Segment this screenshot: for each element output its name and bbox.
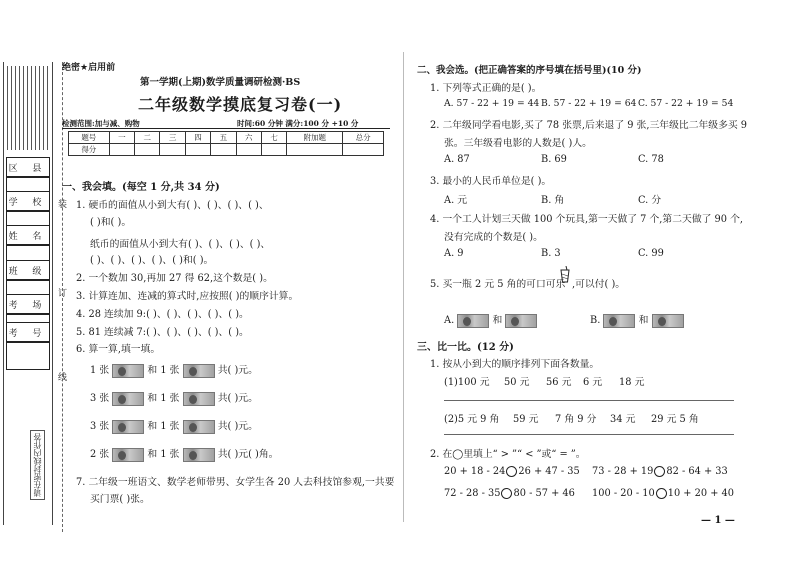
score-cell <box>343 144 384 156</box>
money-row-text: 3 张 <box>90 421 110 432</box>
s2-q2-opt-c: C. 78 <box>638 154 664 165</box>
money-row-text: 和 1 张 <box>147 393 180 404</box>
exam-time-score: 时间:60 分钟 满分:100 分 +10 分 <box>237 119 359 128</box>
s1-q1-line1: 1. 硬币的面值从小到大有( )、( )、( )、( )、 <box>76 200 269 211</box>
banknote-image <box>652 314 684 328</box>
name-label: 姓 名 <box>6 225 50 245</box>
exam-room-label: 考 场 <box>6 294 50 314</box>
exam-number-field <box>6 342 50 370</box>
banknote-image <box>112 420 144 434</box>
banknote-image <box>505 314 537 328</box>
money-row-text: 共( )元。 <box>217 365 258 376</box>
binding-border-left <box>3 62 4 525</box>
s1-money-row4 <box>90 446 278 462</box>
banknote-image <box>112 448 144 462</box>
score-header-cell: 总分 <box>343 132 384 144</box>
score-cell <box>236 144 261 156</box>
compare-circle[interactable] <box>654 466 665 477</box>
s1-q1-line2: ( )和( )。 <box>90 217 132 228</box>
s2-q5-text: 5. 买一瓶 2 元 5 角的可口可乐 <box>430 279 566 290</box>
s2-q2-opt-a: A. 87 <box>444 154 470 165</box>
score-cell <box>261 144 286 156</box>
money-row-text: 1 张 <box>90 365 110 376</box>
s2-q3-opt-c: C. 分 <box>638 195 662 206</box>
score-table-header-row <box>69 132 384 144</box>
cola-cup-icon <box>560 266 570 283</box>
score-header-cell: 附加题 <box>287 132 343 144</box>
s3-r1-item: 18 元 <box>619 377 645 388</box>
money-row-text: 和 1 张 <box>147 421 180 432</box>
s3-r1-item: 6 元 <box>583 377 603 388</box>
money-row-text: 3 张 <box>90 393 110 404</box>
compare-left-expr: 100 - 20 - 10 <box>592 488 655 499</box>
compare-circle[interactable] <box>656 488 667 499</box>
s2-q1-opt-b: B. 57 - 22 + 19 = 64 <box>541 98 637 109</box>
money-row-text: 2 张 <box>90 449 110 460</box>
s2-q3-opt-a: A. 元 <box>444 195 468 206</box>
s1-q1-line3: 纸币的面值从小到大有( )、( )、( )、( )、 <box>90 239 271 250</box>
section2-title: 二、我会选。(把正确答案的序号填在括号里)(10 分) <box>417 65 642 76</box>
s2-q2-line1: 2. 二年级同学看电影,买了 78 张票,后来退了 9 张,三年级比二年级多买 9 <box>430 120 748 131</box>
banknote-image <box>183 364 215 378</box>
binding-border-mid <box>52 62 53 525</box>
banknote-image <box>457 314 489 328</box>
s2-q4-opt-c: C. 99 <box>638 248 664 259</box>
s2-q5-opt-a <box>444 312 537 328</box>
compare-circle[interactable] <box>501 488 512 499</box>
score-table-score-row <box>69 144 384 156</box>
s2-q4-line1: 4. 一个工人计划三天做 100 个玩具,第一天做了 7 个,第二天做了 90 个, <box>430 214 744 225</box>
exam-subtitle: 第一学期(上期)数学质量调研检测·BS <box>140 77 301 88</box>
score-cell <box>135 144 160 156</box>
money-row-text: 和 1 张 <box>147 365 180 376</box>
s1-money-row2 <box>90 390 258 406</box>
score-header-cell: 三 <box>160 132 185 144</box>
score-cell <box>109 144 134 156</box>
score-header-cell: 七 <box>261 132 286 144</box>
s1-money-row1 <box>90 362 258 378</box>
compare-row-1-left <box>444 466 580 477</box>
score-cell <box>185 144 210 156</box>
s3-q1: 1. 按从小到大的顺序排列下面各数量。 <box>430 359 600 370</box>
s3-r2-item: 29 元 5 角 <box>651 414 699 425</box>
compare-left-expr: 20 + 18 - 24 <box>444 466 506 477</box>
score-cell <box>211 144 236 156</box>
s2-q2-opt-b: B. 69 <box>541 154 567 165</box>
page-title: 二年级数学摸底复习卷(一) <box>138 95 343 114</box>
money-row-text: 共( )元( )角。 <box>217 449 279 460</box>
score-row-label: 得分 <box>69 144 110 156</box>
banknote-image <box>112 364 144 378</box>
banknote-image <box>603 314 635 328</box>
s3-r2-item: (2)5 元 9 角 <box>444 414 500 425</box>
s2-q3: 3. 最小的人民币单位是( )。 <box>430 176 552 187</box>
compare-right-expr: 26 + 47 - 35 <box>518 466 580 477</box>
section3-title: 三、比一比。(12 分) <box>417 342 514 353</box>
money-row-text: 共( )元。 <box>217 393 258 404</box>
compare-row-1-right <box>592 466 728 477</box>
score-header-cell: 题号 <box>69 132 110 144</box>
header-rule <box>62 128 390 129</box>
compare-row-2-right <box>592 488 734 499</box>
secret-label: 绝密★启用前 <box>62 63 116 73</box>
s2-q1: 1. 下列等式正确的是( )。 <box>430 83 542 94</box>
s1-q6: 6. 算一算,填一填。 <box>76 344 161 355</box>
answer-line <box>444 434 734 435</box>
page-divider <box>403 52 404 522</box>
exam-scope: 检测范围:加与减、购物 <box>62 119 140 128</box>
s3-r2-item: 7 角 9 分 <box>555 414 597 425</box>
s3-r2-item: 34 元 <box>610 414 636 425</box>
compare-row-2-left <box>444 488 575 499</box>
money-row-text: 共( )元。 <box>217 421 258 432</box>
cut-mark-ding: 订 <box>58 289 68 299</box>
s2-q2-line2: 张。三年级看电影的人数是( )人。 <box>444 138 592 149</box>
compare-left-expr: 73 - 28 + 19 <box>592 466 654 477</box>
score-header-cell: 一 <box>109 132 134 144</box>
cut-line <box>62 62 63 532</box>
compare-left-expr: 72 - 28 - 35 <box>444 488 501 499</box>
class-label: 班 级 <box>6 260 50 280</box>
binding-hatch <box>7 66 49 150</box>
section1-title: 一、我会填。(每空 1 分,共 34 分) <box>62 182 220 193</box>
compare-circle[interactable] <box>506 466 517 477</box>
banknote-image <box>183 448 215 462</box>
score-header-cell: 五 <box>211 132 236 144</box>
score-header-cell: 六 <box>236 132 261 144</box>
s2-q4-line2: 没有完成的个数是( )。 <box>444 232 543 243</box>
compare-right-expr: 82 - 64 + 33 <box>666 466 728 477</box>
s1-q1-line4: ( )、( )、( )、( )、( )和( )。 <box>90 255 214 266</box>
score-cell <box>160 144 185 156</box>
s2-q5-text-end: ,可以付( )。 <box>572 279 626 290</box>
s3-q2: 2. 在◯里填上“ > ”“ < ”或“ = ”。 <box>430 449 586 460</box>
money-row-text: 和 1 张 <box>147 449 180 460</box>
s2-q4-opt-a: A. 9 <box>444 248 464 259</box>
option-letter: A. <box>444 315 455 326</box>
answer-line <box>444 400 734 401</box>
s1-q7-line1: 7. 二年级一班语文、数学老师带男、女学生各 20 人去科技馆参观,一共要 <box>76 477 395 488</box>
compare-right-expr: 10 + 20 + 40 <box>667 488 734 499</box>
score-cell <box>287 144 343 156</box>
s3-r2-item: 59 元 <box>513 414 539 425</box>
option-and: 和 <box>638 315 649 326</box>
cut-mark-xian: 线 <box>58 373 68 383</box>
s2-q1-opt-a: A. 57 - 22 + 19 = 44 <box>444 98 540 109</box>
page-number: — 1 — <box>701 515 735 526</box>
district-label: 区 县 <box>6 157 50 177</box>
banknote-image <box>183 392 215 406</box>
exam-number-label: 考 号 <box>6 322 50 342</box>
school-label: 学 校 <box>6 191 50 211</box>
cut-mark-zhuang: 装 <box>58 200 68 210</box>
s3-r1-item: 56 元 <box>546 377 572 388</box>
s1-q3: 3. 计算连加、连减的算式时,应按照( )的顺序计算。 <box>76 291 299 302</box>
s1-q7-line2: 买门票( )张。 <box>90 494 150 505</box>
s1-q2: 2. 一个数加 30,再加 27 得 62,这个数是( )。 <box>76 273 273 284</box>
vertical-note: 请在密封线内作答 <box>30 430 45 500</box>
option-letter: B. <box>590 315 601 326</box>
s2-q3-opt-b: B. 角 <box>541 195 565 206</box>
score-table <box>68 131 384 156</box>
s2-q5-opt-b <box>590 312 684 328</box>
s3-r1-item: 50 元 <box>504 377 530 388</box>
score-header-cell: 二 <box>135 132 160 144</box>
score-header-cell: 四 <box>185 132 210 144</box>
s2-q1-opt-c: C. 57 - 22 + 19 = 54 <box>638 98 734 109</box>
s3-r1-item: (1)100 元 <box>444 377 490 388</box>
banknote-image <box>112 392 144 406</box>
s1-money-row3 <box>90 418 258 434</box>
s1-q4: 4. 28 连续加 9:( )、( )、( )、( )、( )。 <box>76 309 249 320</box>
s1-q5: 5. 81 连续减 7:( )、( )、( )、( )、( )。 <box>76 327 249 338</box>
s2-q4-opt-b: B. 3 <box>541 248 561 259</box>
option-and: 和 <box>492 315 503 326</box>
compare-right-expr: 80 - 57 + 46 <box>513 488 575 499</box>
banknote-image <box>183 420 215 434</box>
